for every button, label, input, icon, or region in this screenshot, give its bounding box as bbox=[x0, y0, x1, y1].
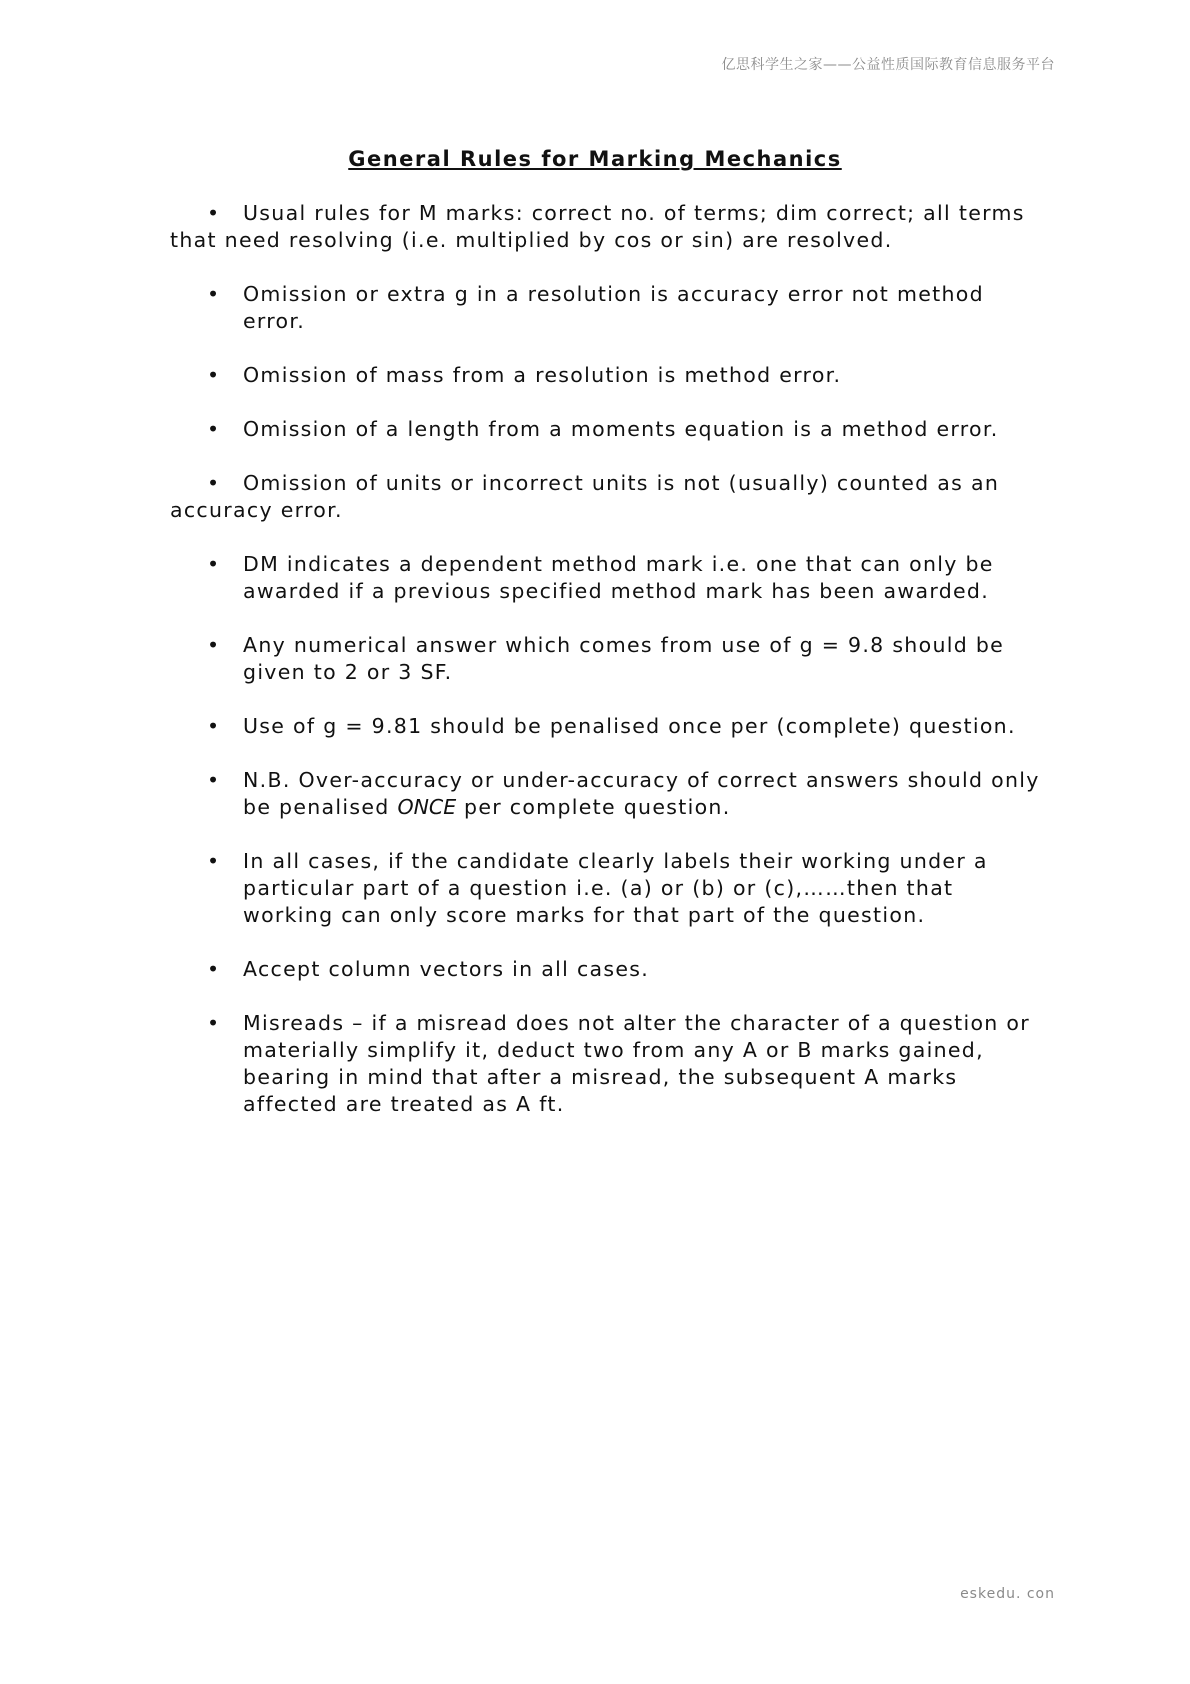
header-note: 亿思科学生之家——公益性质国际教育信息服务平台 bbox=[721, 57, 1055, 73]
rule-item-g-9-8: • Any numerical answer which comes from use of g = 9.8 should be given to 2 or 3 SF. bbox=[207, 633, 1005, 684]
rule-text: Accept column vectors in all cases. bbox=[243, 957, 650, 981]
rule-text: Usual rules for M marks: correct no. of terms; dim correct; all terms that need resolving (i.e. multiplied by cos or sin) are resolved. bbox=[170, 201, 1025, 252]
rules-list bbox=[170, 200, 1050, 1145]
page-title: General Rules for Marking Mechanics bbox=[348, 147, 842, 171]
rule-text: Omission of mass from a resolution is method error. bbox=[243, 363, 842, 387]
rule-text-after: per complete question. bbox=[456, 795, 731, 819]
rule-item-omission-length: • Omission of a length from a moments equation is a method error. bbox=[207, 417, 999, 441]
rule-item-over-accuracy: • N.B. Over-accuracy or under-accuracy of correct answers should only be penalised ONCE per complete question. bbox=[207, 768, 1040, 819]
rule-text: Omission of units or incorrect units is not (usually) counted as an accuracy error. bbox=[170, 471, 1000, 522]
rule-item-column-vectors: • Accept column vectors in all cases. bbox=[207, 957, 650, 981]
rule-item-usual-rules: • Usual rules for M marks: correct no. of terms; dim correct; all terms that need resolving (i.e. multiplied by cos or sin) are resolved. bbox=[170, 201, 1025, 252]
rule-item-omission-g: • Omission or extra g in a resolution is accuracy error not method error. bbox=[207, 282, 984, 333]
rule-item-g-9-81: • Use of g = 9.81 should be penalised once per (complete) question. bbox=[207, 714, 1016, 738]
rule-text: Omission of a length from a moments equation is a method error. bbox=[243, 417, 999, 441]
rule-text: Omission or extra g in a resolution is accuracy error not method error. bbox=[243, 282, 984, 333]
rule-item-misreads: • Misreads – if a misread does not alter the character of a question or materially simplify it, deduct two from any A or B marks gained, bearing in mind that after a misread, the subsequent A marks affected are treated as A ft. bbox=[207, 1011, 1030, 1116]
rule-emphasis: ONCE bbox=[397, 795, 457, 819]
rule-text: Any numerical answer which comes from use of g = 9.8 should be given to 2 or 3 SF. bbox=[243, 633, 1005, 684]
footer-note: eskedu. con bbox=[960, 1586, 1055, 1602]
rule-text: Use of g = 9.81 should be penalised once per (complete) question. bbox=[243, 714, 1016, 738]
rule-text: In all cases, if the candidate clearly labels their working under a particular part of a question i.e. (a) or (b) or (c),……then that working can only score marks for that part of the question. bbox=[243, 849, 988, 927]
rule-item-dm: • DM indicates a dependent method mark i.e. one that can only be awarded if a previous specified method mark has been awarded. bbox=[207, 552, 994, 603]
rule-text: DM indicates a dependent method mark i.e. one that can only be awarded if a previous specified method mark has been awarded. bbox=[243, 552, 994, 603]
rule-text-before: N.B. Over-accuracy or under-accuracy of correct answers should only be penalised bbox=[243, 768, 1040, 819]
rule-item-omission-mass: • Omission of mass from a resolution is method error. bbox=[207, 363, 842, 387]
rule-item-units: • Omission of units or incorrect units is not (usually) counted as an accuracy error. bbox=[170, 471, 1000, 522]
rule-text: Misreads – if a misread does not alter the character of a question or materially simplify it, deduct two from any A or B marks gained, bearing in mind that after a misread, the subsequent A marks affected are treated as A ft. bbox=[243, 1011, 1030, 1116]
rule-item-labelled-working: • In all cases, if the candidate clearly labels their working under a particular part of a question i.e. (a) or (b) or (c),……then that working can only score marks for that part of the question. bbox=[207, 849, 988, 927]
